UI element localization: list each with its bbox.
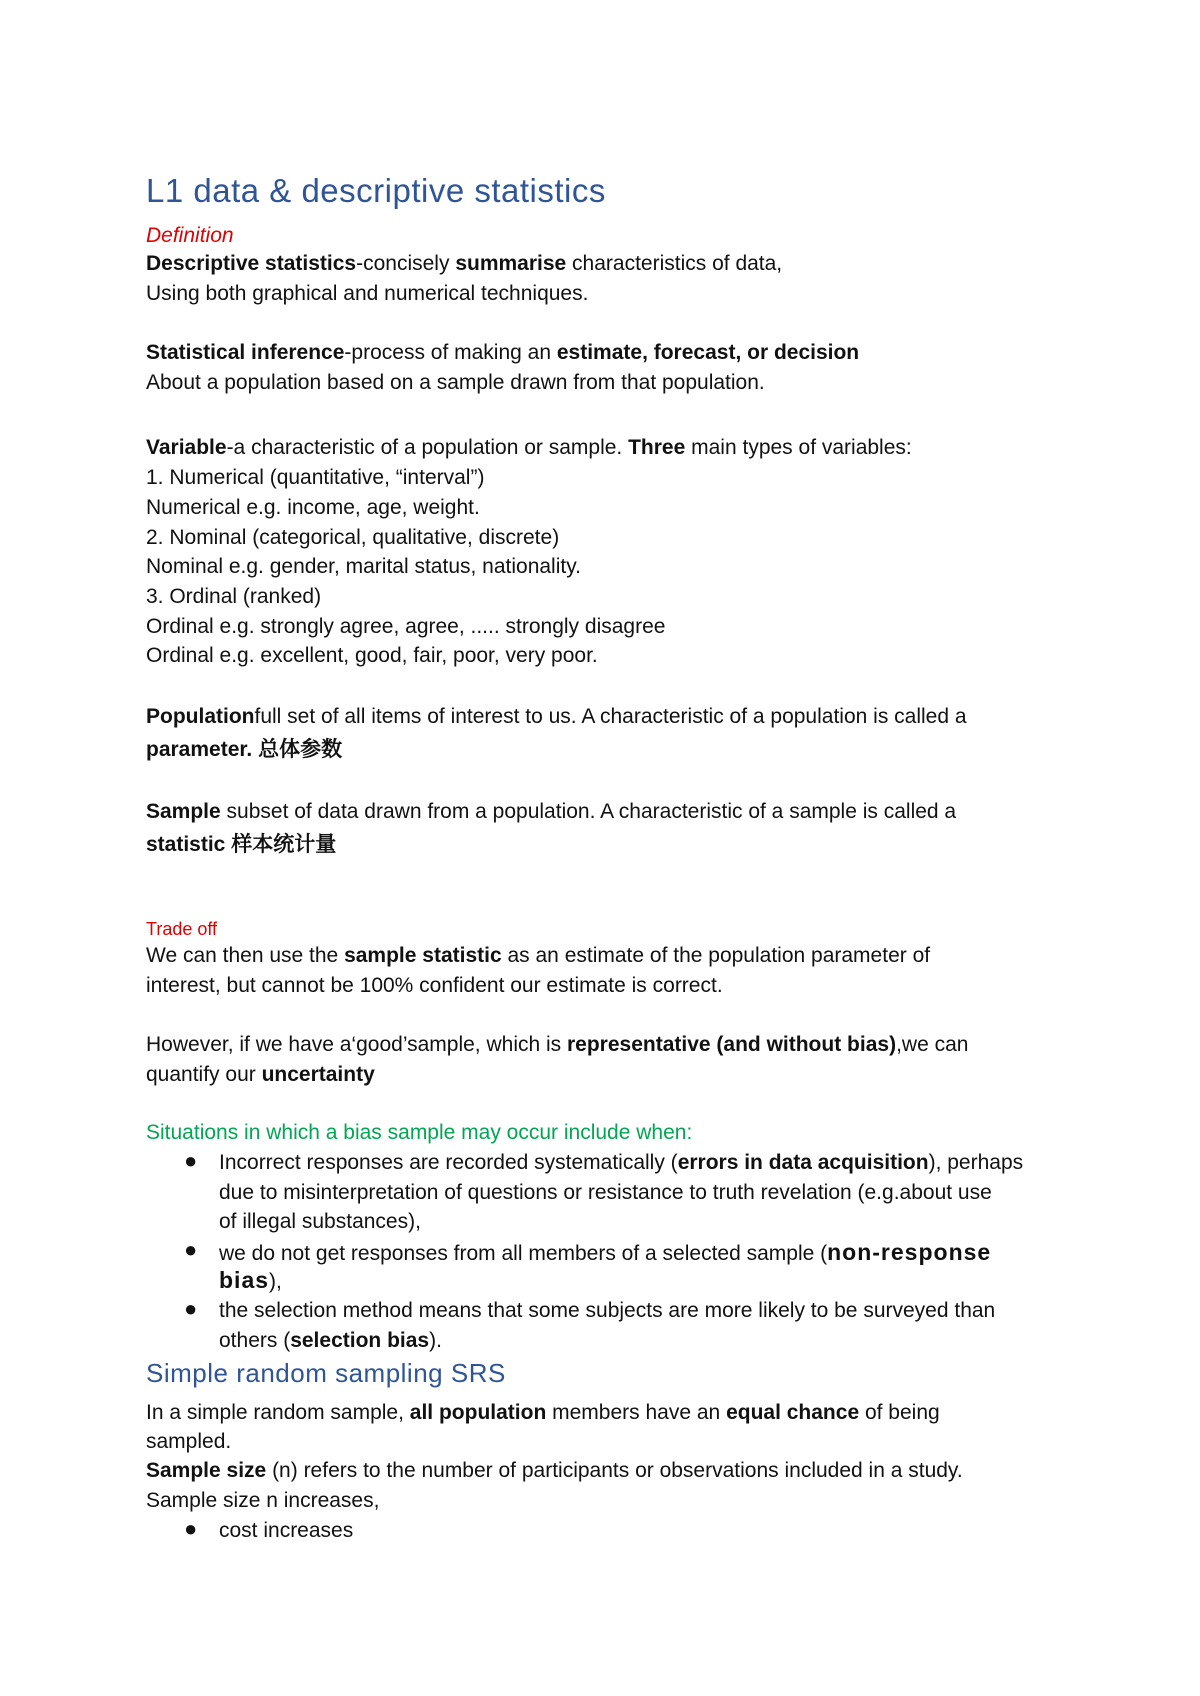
desc-stats-term: Descriptive statistics xyxy=(146,252,357,275)
sample-size-line xyxy=(146,1456,963,1486)
desc-stats-line2: Using both graphical and numerical techniques. xyxy=(146,282,589,305)
tradeoff-text2: as an estimate of the population parameter of xyxy=(501,944,931,967)
tradeoff-label: Trade off xyxy=(146,919,218,939)
variable-type-line: Numerical e.g. income, age, weight. xyxy=(146,496,480,519)
srs-line2: sampled. xyxy=(146,1430,232,1453)
bullet-icon: ● xyxy=(184,1237,198,1262)
variable-type-line: Nominal e.g. gender, marital status, nationality. xyxy=(146,555,582,578)
desc-stats-line xyxy=(146,249,782,279)
srs-heading: Simple random sampling SRS xyxy=(146,1358,506,1388)
bullet-icon: ● xyxy=(184,1296,198,1321)
population-text: full set of all items of interest to us. A characteristic of a population is called a xyxy=(254,705,967,728)
bias-heading: Situations in which a bias sample may occur include when: xyxy=(146,1121,693,1144)
tradeoff-text: We can then use the xyxy=(146,944,345,967)
population-line2: parameter. 总体参数 xyxy=(146,738,343,761)
bias-item-bold: errors in data acquisition xyxy=(677,1151,929,1174)
bias-item-bold2: bias xyxy=(219,1267,270,1293)
srs-bold: all population xyxy=(409,1401,547,1424)
bias-item-text: others ( xyxy=(219,1329,291,1352)
bias-item-bold: selection bias xyxy=(290,1329,430,1352)
stat-inference-bold: estimate, forecast, or decision xyxy=(556,341,860,364)
however-bold2: uncertainty xyxy=(261,1063,375,1086)
tradeoff-line2: interest, but cannot be 100% confident our estimate is correct. xyxy=(146,974,723,997)
srs-line xyxy=(146,1398,940,1428)
bias-item-2-line1 xyxy=(219,1237,991,1269)
population-term: Population xyxy=(146,705,255,728)
bias-item-1-line1 xyxy=(219,1148,1023,1178)
variable-type-line: Ordinal e.g. strongly agree, agree, ..... strongly disagree xyxy=(146,615,666,638)
srs-text3: of being xyxy=(859,1401,940,1424)
sample-size-text: (n) refers to the number of participants or observations included in a study. xyxy=(266,1459,963,1482)
bias-item-text2: ). xyxy=(429,1329,442,1352)
variable-line xyxy=(146,433,912,463)
srs-text: In a simple random sample, xyxy=(146,1401,410,1424)
bias-item-text2: ), perhaps xyxy=(928,1151,1024,1174)
variable-text: -a characteristic of a population or sample. xyxy=(226,436,629,459)
bias-item-text2: ), xyxy=(269,1270,282,1293)
bias-item-3-line1: the selection method means that some subjects are more likely to be surveyed than xyxy=(219,1299,996,1322)
tradeoff-line xyxy=(146,941,930,971)
srs-text2: members have an xyxy=(546,1401,727,1424)
page-title: L1 data & descriptive statistics xyxy=(146,172,606,209)
desc-stats-text: -concisely xyxy=(356,252,456,275)
however-bold: representative (and without bias) xyxy=(567,1033,897,1056)
variable-bold: Three xyxy=(628,436,686,459)
srs-bullet-1: cost increases xyxy=(219,1519,354,1542)
variable-type-line: 3. Ordinal (ranked) xyxy=(146,585,322,608)
bias-item-1-line2: due to misinterpretation of questions or resistance to truth revelation (e.g.about use xyxy=(219,1181,992,1204)
bias-item-text: Incorrect responses are recorded systematically ( xyxy=(219,1151,678,1174)
variable-type-line: 2. Nominal (categorical, qualitative, discrete) xyxy=(146,526,560,549)
however-line2 xyxy=(146,1060,375,1090)
however-text2: ,we can xyxy=(896,1033,969,1056)
bias-item-1-line3: of illegal substances), xyxy=(219,1210,421,1233)
however-text: However, if we have a‘good’sample, which is xyxy=(146,1033,567,1056)
bullet-icon: ● xyxy=(184,1516,198,1541)
stat-inference-term: Statistical inference xyxy=(146,341,345,364)
variable-text2: main types of variables: xyxy=(685,436,912,459)
stat-inference-line xyxy=(146,338,859,368)
bias-item-text: we do not get responses from all members of a selected sample ( xyxy=(219,1242,828,1265)
stat-inference-text: -process of making an xyxy=(344,341,557,364)
however-text3: quantify our xyxy=(146,1063,262,1086)
desc-stats-bold: summarise xyxy=(455,252,567,275)
sample-line2: statistic 样本统计量 xyxy=(146,833,337,856)
sample-term: Sample xyxy=(146,800,221,823)
however-line xyxy=(146,1030,968,1060)
bias-item-3-line2 xyxy=(219,1326,442,1356)
bias-item-bold: non-response xyxy=(827,1239,992,1265)
population-line xyxy=(146,702,967,732)
tradeoff-bold: sample statistic xyxy=(344,944,502,967)
bias-item-2-line2 xyxy=(219,1265,282,1297)
sample-size-term: Sample size xyxy=(146,1459,267,1482)
desc-stats-text2: characteristics of data, xyxy=(566,252,783,275)
sample-text: subset of data drawn from a population. A characteristic of a sample is called a xyxy=(220,800,957,823)
bullet-icon: ● xyxy=(184,1148,198,1173)
srs-bold2: equal chance xyxy=(726,1401,860,1424)
sample-size-increase-line: Sample size n increases, xyxy=(146,1489,380,1512)
definition-label: Definition xyxy=(146,224,234,247)
variable-type-line: 1. Numerical (quantitative, “interval”) xyxy=(146,466,485,489)
sample-line xyxy=(146,797,956,827)
stat-inference-line2: About a population based on a sample drawn from that population. xyxy=(146,371,765,394)
variable-type-line: Ordinal e.g. excellent, good, fair, poor, very poor. xyxy=(146,644,598,667)
variable-term: Variable xyxy=(146,436,227,459)
